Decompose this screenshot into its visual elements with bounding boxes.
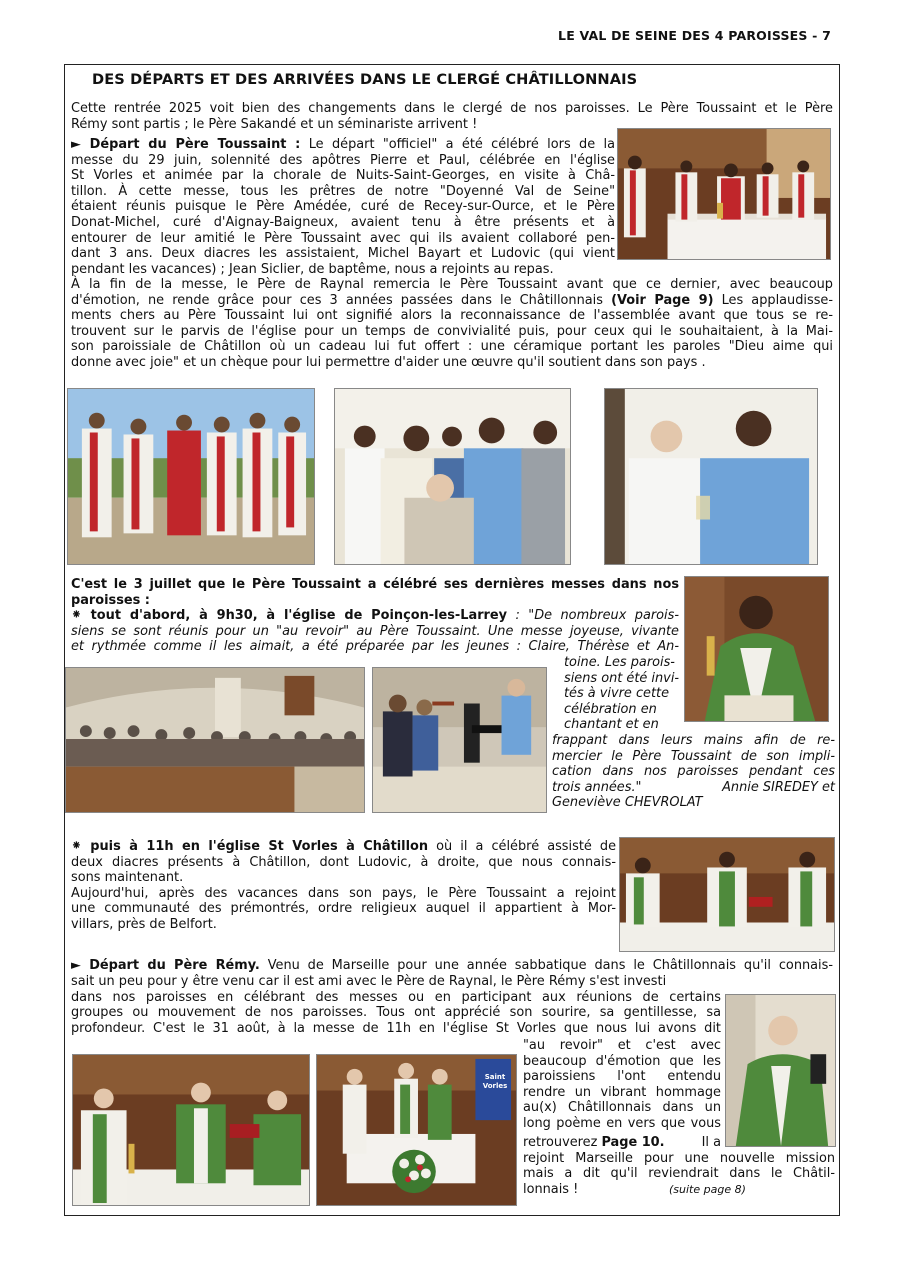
text-line: [523, 1135, 721, 1151]
text-line: profondeur. C'est le 31 août, à la messe de 11h en l'église St Vorles que nous lui avons dit: [71, 1020, 721, 1036]
text-fragment: Il a: [701, 1135, 721, 1150]
text-line: une communauté des prémontrés, ordre religieux auquel il appartient à Mor-: [71, 901, 616, 917]
photo-altar-flowers-sign: [316, 1054, 517, 1206]
photo-remy-portrait: [725, 994, 836, 1147]
text-line: célébration en: [564, 701, 657, 717]
text-fragment: retrouverez: [523, 1135, 602, 1150]
sign-line: Vorles: [482, 1082, 508, 1090]
text-line: au(x) Châtillonnais dans un: [523, 1100, 721, 1116]
text-line: messe du 29 juin, solennité des apôtres Pierre et Paul, célébrée en l'église: [71, 152, 615, 168]
section-remy-paragraph-cont: [71, 974, 721, 1036]
signature-line-2: Geneviève CHEVROLAT: [552, 795, 703, 811]
text-line: son paroissiale de Châtillon où un cadeau lui fut offert : une céramique portant les paroles "Dieu aime qui: [71, 339, 833, 355]
text-line: [71, 293, 833, 309]
text-line: [71, 958, 833, 974]
text-line: cation dans nos paroisses pendant ces: [552, 764, 835, 780]
section-remy-end: [523, 1135, 835, 1197]
photo-toast: [604, 388, 818, 565]
text-line: et rythmée comme il les aimait, a été préparée par les jeunes : Claire, Thérèse et An-: [71, 639, 679, 655]
text-line: chantant et en: [564, 717, 659, 733]
text-line: frappant dans leurs mains afin de re-: [552, 733, 835, 748]
text-line: deux diacres présents à Châtillon, dont Ludovic, à droite, que nous connais-: [71, 854, 616, 870]
text-line: groupes ou mouvement de nos paroisses. Tous ont apprécié son sourire, sa gentillesse, sa: [71, 1005, 721, 1021]
text-line: [71, 608, 679, 624]
photo-parishioners-gathering: [334, 388, 571, 565]
section-remy-narrow: [523, 1038, 721, 1132]
section-heading: ► Départ du Père Rémy.: [71, 958, 260, 973]
text-line: tillon. À cette messe, tous les prêtres de notre "Doyenné Val de Seine": [71, 183, 615, 199]
text-fragment: Les applaudisse-: [713, 292, 833, 308]
text-line: beaucoup d'émotion que les: [523, 1053, 721, 1069]
text-line: paroisses :: [71, 592, 150, 608]
text-line: ments chers au Père Toussaint lui ont signifié alors la reconnaissance de l'assemblée avant que tous se re-: [71, 308, 833, 324]
text-fragment: Venu de Marseille pour une année sabbatique dans le Châtillonnais qu'il connais-: [259, 958, 834, 973]
section-toussaint-paragraph: [71, 137, 615, 277]
text-line: mais a dit qu'il reviendrait dans le Châtil-: [523, 1166, 835, 1182]
text-fragment: Le départ "officiel" a été célébré lors de la: [300, 137, 615, 152]
text-line: St Vorles et animée par la chorale de Nuits-Saint-Georges, en visite à Châ-: [71, 168, 615, 184]
photo-remy-altar-three-priests: [72, 1054, 310, 1206]
photo-church-congregation: [65, 667, 365, 813]
running-header: LE VAL DE SEINE DES 4 PAROISSES - 7: [558, 28, 831, 43]
text-line: toine. Les parois-: [564, 655, 675, 670]
text-line: "au revoir" et c'est avec: [523, 1038, 721, 1053]
text-line: sait un peu pour y être venu car il est ami avec le Père de Raynal, le Père Rémy s'est investi: [71, 974, 667, 989]
photo-altar-priests-red: [617, 128, 831, 260]
text-line: [523, 1182, 835, 1198]
text-line: rendre un vibrant hommage: [523, 1084, 721, 1100]
text-line: long poème en vers que vous: [523, 1115, 721, 1131]
text-line: dant 3 ans. Deux diacres les assistaient, Michel Bayart et Ludovic (qui vient: [71, 246, 615, 262]
text-line: donne avec joie" et un chèque pour lui permettre d'aider une œuvre qu'il soutient dans son pays .: [71, 354, 706, 370]
photo-musicians: [372, 667, 547, 813]
text-fragment: d'émotion, ne rende grâce pour ces 3 années passées dans le Châtillonnais: [71, 292, 612, 308]
text-line: sons maintenant.: [71, 870, 184, 886]
text-fragment: où il a célébré assisté de: [428, 839, 616, 854]
text-line: À la fin de la messe, le Père de Raynal remercia le Père Toussaint avant que ce dernier, avec beaucoup: [71, 277, 833, 292]
continued-note: (suite page 8): [669, 1182, 746, 1196]
text-line: [71, 839, 616, 855]
article-title: DES DÉPARTS ET DES ARRIVÉES DANS LE CLERGÉ CHÂTILLONNAIS: [92, 71, 638, 88]
text-line: tés à vivre cette: [564, 686, 670, 702]
text-line: paroissiens l'ont entendu: [523, 1069, 721, 1085]
text-line: Donat-Michel, curé d'Aignay-Baigneux, avaient tenu à être présents et à: [71, 214, 615, 230]
text-fragment: lonnais !: [523, 1181, 579, 1197]
text-line: Aujourd'hui, après des vacances dans son pays, le Père Toussaint a rejoint: [71, 885, 616, 901]
bullet-heading: ⁕ tout d'abord, à 9h30, à l'église de Poinçon-les-Larrey: [71, 608, 508, 624]
text-line: rejoint Marseille pour une nouvelle mission: [523, 1150, 835, 1166]
text-line: [552, 780, 835, 796]
quote-narrow-column: [564, 655, 681, 733]
text-line: siens ont été invi-: [564, 670, 680, 686]
section-heading: ► Départ du Père Toussaint :: [71, 137, 301, 152]
saint-vorles-sign: [477, 1073, 513, 1091]
signature-line-1: Annie SIREDEY et: [722, 779, 835, 795]
text-line: mercier le Père Toussaint de son impli-: [552, 748, 835, 764]
page-reference: Page 10.: [601, 1135, 665, 1150]
text-line: pendant les vacances) ; Jean Siclier, de baptême, nous a rejoints au repas.: [71, 261, 554, 277]
quote-closing: trois années.": [552, 779, 642, 795]
text-line: [71, 137, 615, 153]
intro-line: Rémy sont partis ; le Père Sakandé et un séminariste arrivent !: [71, 116, 478, 132]
page-reference: (Voir Page 9): [611, 292, 714, 308]
bullet-heading: ⁕ puis à 11h en l'église St Vorles à Châtillon: [71, 839, 429, 854]
text-line: étaient réunis puisque le Père Amédée, curé de Recey-sur-Ource, et le Père: [71, 199, 615, 215]
bullet-saint-vorles: [71, 839, 616, 933]
text-line: siens se sont réunis pour un "au revoir" au Père Toussaint. Une messe joyeuse, vivante: [71, 623, 679, 639]
quote-end: [552, 733, 835, 811]
photo-toussaint-green-vestment: [684, 576, 829, 722]
text-line: dans nos paroisses en célébrant des messes ou en participant aux réunions de certains: [71, 989, 721, 1005]
sign-line: Saint: [484, 1073, 506, 1081]
text-line: trouvent sur le parvis de l'église pour un temps de convivialité puis, pour ceux qui le souhaitaient, à la Mai-: [71, 323, 833, 339]
photo-saint-vorles-altar: [619, 837, 835, 952]
text-line: villars, près de Belfort.: [71, 916, 217, 932]
section-last-masses-paragraph: [71, 577, 679, 655]
quote-fragment: : "De nombreux parois-: [507, 608, 679, 624]
section-remy-paragraph: [71, 958, 833, 974]
intro-line: Cette rentrée 2025 voit bien des changements dans le clergé de nos paroisses. Le Père Toussaint et le Père: [71, 101, 833, 116]
section-toussaint-paragraph-2: [71, 277, 833, 371]
text-line: C'est le 3 juillet que le Père Toussaint a célébré ses dernières messes dans nos: [71, 577, 679, 592]
text-line: entourer de leur amitié le Père Toussaint avec qui ils avaient collaboré pen-: [71, 230, 615, 246]
photo-clergy-group-outdoors: [67, 388, 315, 565]
